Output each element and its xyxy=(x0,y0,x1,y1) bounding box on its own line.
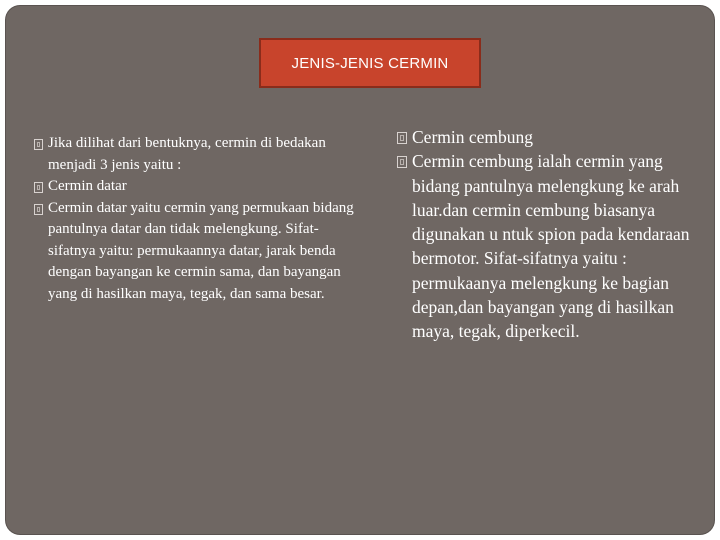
right-bullet-item xyxy=(397,149,697,343)
left-bullet-item xyxy=(34,133,364,176)
left-bullet-text: Jika dilihat dari bentuknya, cermin di bedakan menjadi 3 jenis yaitu : xyxy=(48,135,326,173)
slide-title: JENIS-JENIS CERMIN xyxy=(291,54,449,72)
slide xyxy=(6,6,714,534)
right-bullet-text: Cermin cembung xyxy=(412,127,534,147)
left-bullet-text: Cermin datar xyxy=(48,178,127,194)
right-bullet-text: Cermin cembung ialah cermin yang bidang pantulnya melengkung ke arah luar.dan cermin cembung biasanya digunakan u ntuk spion pada kendaraan bermotor. Sifat-sifatnya yaitu : permukaanya melengkung ke bagian depan,dan bayangan yang di hasilkan maya, tegak, diperkecil. xyxy=(412,151,690,342)
box-bullet-icon xyxy=(397,132,407,144)
left-column xyxy=(34,133,364,305)
right-bullet-item xyxy=(397,125,697,149)
left-bullet-text: Cermin datar yaitu cermin yang permukaan bidang pantulnya datar dan tidak melengkung. Sifat-sifatnya yaitu: permukaannya datar, jarak benda dengan bayangan ke cermin sama, dan bayangan yang di hasilkan maya, tegak, dan sama besar. xyxy=(48,199,354,302)
title-box xyxy=(259,38,481,88)
box-bullet-icon xyxy=(34,139,43,150)
box-bullet-icon xyxy=(34,182,43,193)
box-bullet-icon xyxy=(397,156,407,168)
right-column xyxy=(397,125,697,344)
left-bullet-item xyxy=(34,198,364,306)
box-bullet-icon xyxy=(34,204,43,215)
left-bullet-item xyxy=(34,176,364,198)
